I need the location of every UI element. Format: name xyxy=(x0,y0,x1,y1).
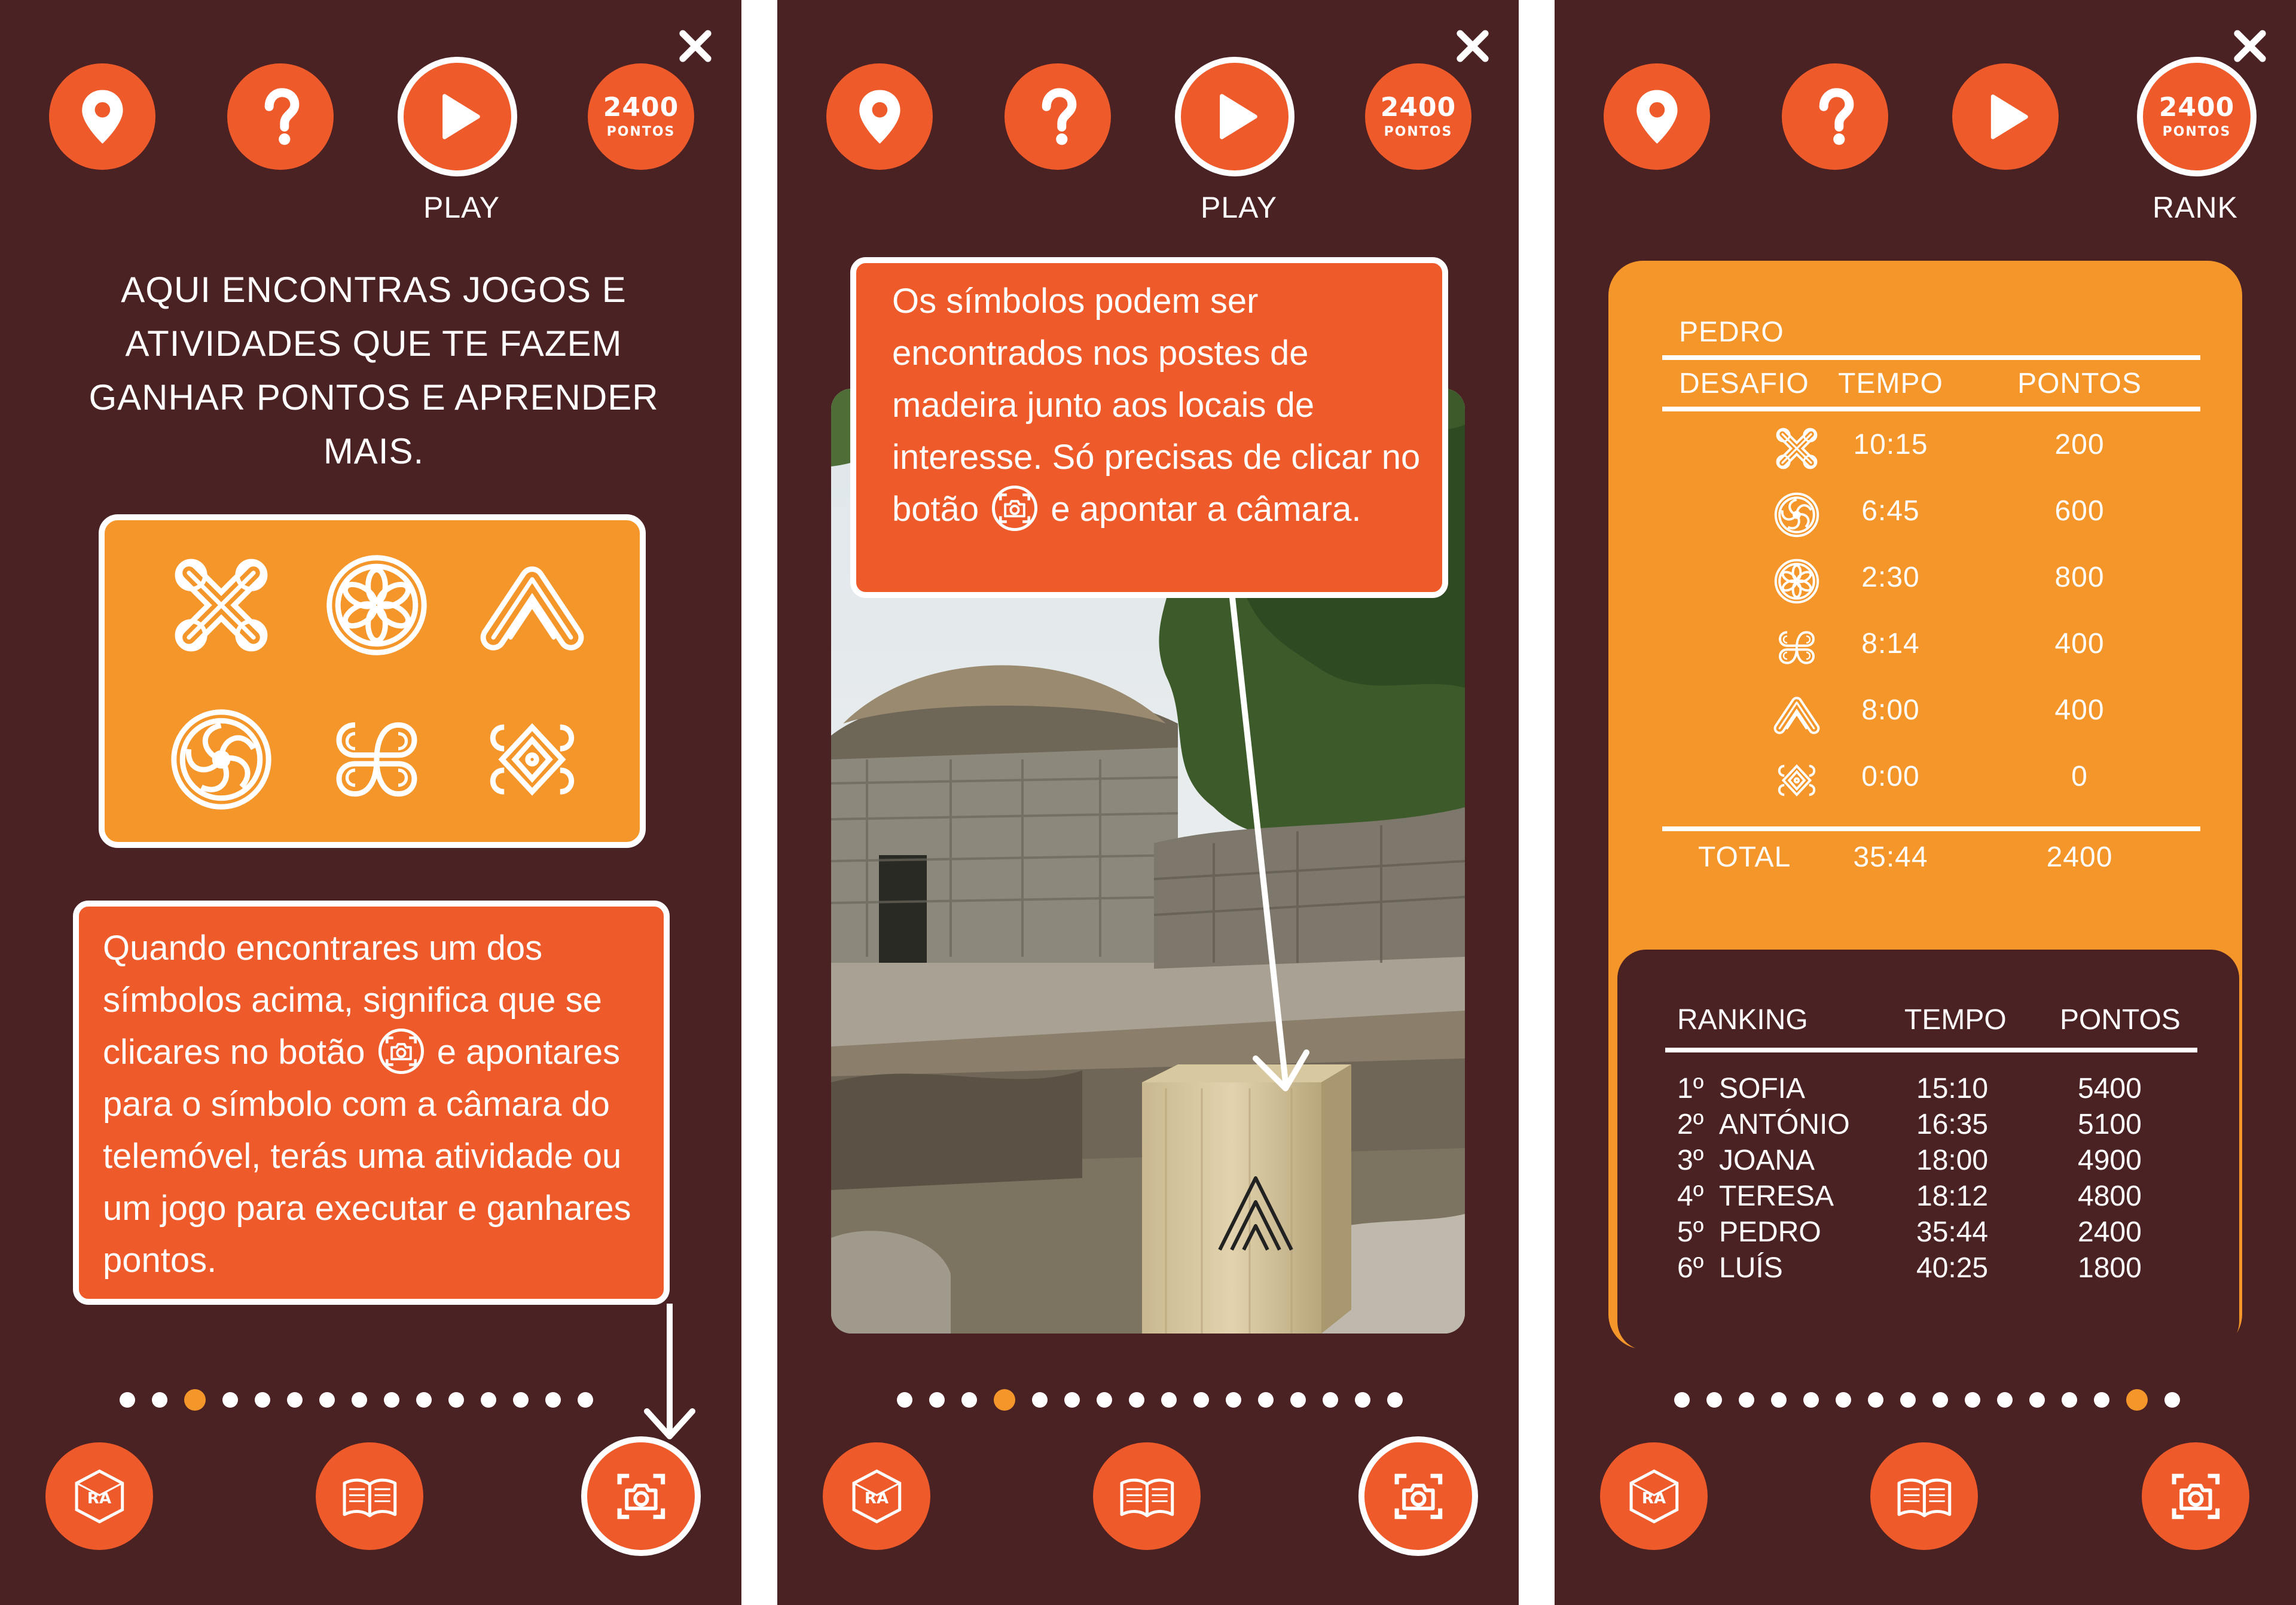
camera-icon xyxy=(611,1466,671,1527)
pager-dot[interactable] xyxy=(1193,1392,1209,1408)
camera-icon xyxy=(2166,1466,2226,1527)
pager-dot[interactable] xyxy=(120,1392,135,1408)
total-time: 35:44 xyxy=(1853,841,1928,873)
pager-dot[interactable] xyxy=(1064,1392,1080,1408)
rank-time: 18:00 xyxy=(1916,1145,1989,1176)
pager-dot[interactable] xyxy=(1868,1392,1883,1408)
divider xyxy=(1665,1048,2197,1052)
help-button[interactable] xyxy=(227,63,334,170)
help-button[interactable] xyxy=(1004,63,1111,170)
ar-button[interactable] xyxy=(45,1442,153,1550)
pager-dot[interactable] xyxy=(1965,1392,1980,1408)
help-button[interactable] xyxy=(1782,63,1888,170)
pager-dot[interactable] xyxy=(1129,1392,1144,1408)
pager-dot[interactable] xyxy=(1900,1392,1916,1408)
guide-button[interactable] xyxy=(1870,1442,1978,1550)
row-time: 10:15 xyxy=(1853,429,1928,460)
close-icon[interactable] xyxy=(2229,25,2271,67)
pager-dots xyxy=(120,1389,593,1411)
pager-dot[interactable] xyxy=(513,1392,529,1408)
rank-time: 15:10 xyxy=(1916,1073,1989,1104)
pager-dot[interactable] xyxy=(222,1392,238,1408)
rank-time: 18:12 xyxy=(1916,1180,1989,1212)
book-icon xyxy=(340,1466,400,1527)
col-time: TEMPO xyxy=(1838,368,1943,399)
question-icon xyxy=(249,85,313,149)
question-icon xyxy=(1803,85,1867,149)
pager-dot[interactable] xyxy=(961,1392,977,1408)
ar-label: RA xyxy=(1641,1489,1666,1508)
pager-dot[interactable] xyxy=(352,1392,367,1408)
instruction-callout xyxy=(73,901,670,1305)
points-button[interactable] xyxy=(1365,63,1471,170)
row-points: 400 xyxy=(2054,628,2105,660)
pager-dot[interactable] xyxy=(319,1392,335,1408)
pager-dot[interactable] xyxy=(545,1392,561,1408)
points-unit: PONTOS xyxy=(1384,124,1453,139)
pager-dot[interactable] xyxy=(578,1392,593,1408)
play-icon xyxy=(1202,84,1267,149)
camera-scan-button[interactable] xyxy=(1358,1436,1478,1556)
arrow-to-post xyxy=(1196,592,1327,1112)
map-pin-icon xyxy=(71,85,135,149)
pretzel-knot-icon xyxy=(323,706,430,813)
col-time: TEMPO xyxy=(1904,1004,2007,1036)
pager-dot[interactable] xyxy=(1803,1392,1819,1408)
col-points: PONTOS xyxy=(2017,368,2142,399)
pager-dot[interactable] xyxy=(1771,1392,1787,1408)
callout-text-end: e apontares para o símbolo com a câmara do telemóvel, terás uma atividade ou um jogo para executar e ganhares pontos. xyxy=(103,1033,631,1280)
map-button[interactable] xyxy=(826,63,933,170)
play-button[interactable] xyxy=(398,57,517,176)
rank-time: 16:35 xyxy=(1916,1109,1989,1140)
col-ranking: RANKING xyxy=(1677,1004,1808,1036)
pager-dot[interactable] xyxy=(1226,1392,1241,1408)
rank-time: 40:25 xyxy=(1916,1252,1989,1284)
rank-position: 2º xyxy=(1677,1109,1704,1140)
pager-dot[interactable] xyxy=(2164,1392,2180,1408)
pager-dot[interactable] xyxy=(2029,1392,2045,1408)
col-challenge: DESAFIO xyxy=(1679,368,1809,399)
points-value: 2400 xyxy=(1380,91,1457,123)
pager-dot[interactable] xyxy=(384,1392,399,1408)
pager-dot[interactable] xyxy=(1258,1392,1274,1408)
row-time: 8:14 xyxy=(1861,628,1920,660)
row-time: 8:00 xyxy=(1861,694,1920,726)
pager-dot[interactable] xyxy=(1097,1392,1112,1408)
symbols-panel xyxy=(99,514,646,848)
pager-dot[interactable] xyxy=(929,1392,945,1408)
rank-position: 6º xyxy=(1677,1252,1704,1284)
points-unit: PONTOS xyxy=(2162,124,2231,139)
divider xyxy=(1662,407,2200,411)
row-time: 0:00 xyxy=(1861,761,1920,792)
pager-dot[interactable] xyxy=(1290,1392,1306,1408)
active-nav-label: PLAY xyxy=(423,191,500,224)
points-value: 2400 xyxy=(603,91,679,123)
row-time: 2:30 xyxy=(1861,562,1920,593)
pager-dot[interactable] xyxy=(152,1392,167,1408)
pager-dot-active[interactable] xyxy=(184,1389,206,1411)
intro-text: AQUI ENCONTRAS JOGOS E ATIVIDADES QUE TE FAZEM GANHAR PONTOS E APRENDER MAIS. xyxy=(88,270,659,471)
pager-dots xyxy=(897,1389,1403,1411)
row-points: 200 xyxy=(2054,429,2105,460)
pager-dot[interactable] xyxy=(1355,1392,1370,1408)
spiral-rosette-icon xyxy=(167,706,275,813)
close-icon[interactable] xyxy=(1452,25,1494,67)
row-points: 800 xyxy=(2054,562,2105,593)
rank-points: 1800 xyxy=(2078,1252,2142,1284)
pager-dot[interactable] xyxy=(416,1392,432,1408)
active-nav-label: RANK xyxy=(2152,191,2238,224)
pager-dot[interactable] xyxy=(287,1392,303,1408)
camera-icon xyxy=(378,1029,424,1074)
rank-points: 5400 xyxy=(2078,1073,2142,1104)
rank-position: 1º xyxy=(1677,1073,1704,1104)
pager-dot[interactable] xyxy=(1997,1392,2013,1408)
flower-rosette-icon xyxy=(323,551,430,659)
pager-dot[interactable] xyxy=(1706,1392,1722,1408)
book-icon xyxy=(1117,1466,1177,1527)
total-label: TOTAL xyxy=(1698,841,1791,873)
callout-text-start: Quando encontrares um dos símbolos acima, significa que se clicares no botão xyxy=(103,929,602,1072)
points-unit: PONTOS xyxy=(606,124,676,139)
rank-name: TERESA xyxy=(1719,1180,1834,1212)
active-nav-label: PLAY xyxy=(1201,191,1278,224)
pager-dot[interactable] xyxy=(481,1392,496,1408)
rank-points: 4900 xyxy=(2078,1145,2142,1176)
col-points: PONTOS xyxy=(2060,1004,2181,1036)
rank-position: 3º xyxy=(1677,1145,1704,1176)
play-button[interactable] xyxy=(1952,63,2059,170)
pager-dots xyxy=(1674,1389,2180,1411)
points-button[interactable] xyxy=(588,63,694,170)
screen-play-locations xyxy=(777,0,1519,1605)
ar-cube-icon xyxy=(847,1466,907,1527)
rank-time: 35:44 xyxy=(1916,1216,1989,1248)
pager-dot-active[interactable] xyxy=(2126,1389,2148,1411)
pager-dot-active[interactable] xyxy=(994,1389,1015,1411)
ar-cube-icon xyxy=(1624,1466,1684,1527)
rank-name: PEDRO xyxy=(1719,1216,1821,1248)
row-time: 6:45 xyxy=(1861,495,1920,527)
ar-cube-icon xyxy=(69,1466,130,1527)
camera-icon xyxy=(1388,1466,1449,1527)
rank-name: LUÍS xyxy=(1719,1252,1783,1284)
pager-dot[interactable] xyxy=(1387,1392,1403,1408)
rank-points: 2400 xyxy=(2078,1216,2142,1248)
callout-text-start: Os símbolos podem ser encontrados nos postes de madeira junto aos locais de interesse. Só precisas de clicar no botão xyxy=(892,282,1421,529)
map-pin-icon xyxy=(1625,85,1689,149)
callout-text-end: e apontar a câmara. xyxy=(1051,490,1361,529)
rank-name: SOFIA xyxy=(1719,1073,1806,1104)
pager-dot[interactable] xyxy=(1932,1392,1948,1408)
row-points: 600 xyxy=(2054,495,2105,527)
pager-dot[interactable] xyxy=(1674,1392,1690,1408)
ar-label: RA xyxy=(864,1489,889,1508)
pager-dot[interactable] xyxy=(2062,1392,2077,1408)
rank-points: 4800 xyxy=(2078,1180,2142,1212)
points-button[interactable] xyxy=(2137,57,2257,176)
rank-name: JOANA xyxy=(1719,1145,1815,1176)
rank-name: ANTÓNIO xyxy=(1719,1109,1850,1140)
ranking-card xyxy=(1617,950,2239,1350)
guide-button[interactable] xyxy=(316,1442,423,1550)
screen-rank xyxy=(1555,0,2296,1605)
screen-play-intro xyxy=(0,0,741,1605)
pager-dot[interactable] xyxy=(1323,1392,1338,1408)
ar-label: RA xyxy=(87,1489,111,1508)
pager-dot[interactable] xyxy=(1161,1392,1177,1408)
row-points: 400 xyxy=(2054,694,2105,726)
camera-scan-button[interactable] xyxy=(581,1436,701,1556)
pager-dot[interactable] xyxy=(1739,1392,1754,1408)
pager-dot[interactable] xyxy=(448,1392,464,1408)
play-icon xyxy=(425,84,490,149)
pager-dot[interactable] xyxy=(2094,1392,2109,1408)
ar-button[interactable] xyxy=(1600,1442,1708,1550)
pager-dot[interactable] xyxy=(1032,1392,1048,1408)
book-icon xyxy=(1894,1466,1955,1527)
x-knot-icon xyxy=(167,551,275,659)
rank-points: 5100 xyxy=(2078,1109,2142,1140)
question-icon xyxy=(1026,85,1090,149)
camera-icon xyxy=(992,486,1037,531)
arrow-to-camera xyxy=(634,1304,706,1447)
guide-button[interactable] xyxy=(1093,1442,1201,1550)
map-button[interactable] xyxy=(1604,63,1710,170)
pager-dot[interactable] xyxy=(897,1392,912,1408)
total-points: 2400 xyxy=(2046,841,2113,873)
map-button[interactable] xyxy=(49,63,155,170)
play-icon xyxy=(1974,85,2038,149)
chevron-knot-icon xyxy=(478,551,586,659)
rank-position: 4º xyxy=(1677,1180,1704,1212)
rank-position: 5º xyxy=(1677,1216,1704,1248)
divider xyxy=(1662,355,2200,360)
points-value: 2400 xyxy=(2158,91,2235,123)
pager-dot[interactable] xyxy=(255,1392,270,1408)
player-name: PEDRO xyxy=(1679,316,1784,348)
play-button[interactable] xyxy=(1175,57,1294,176)
row-points: 0 xyxy=(2071,761,2088,792)
camera-scan-button[interactable] xyxy=(2142,1442,2249,1550)
instruction-callout xyxy=(850,257,1448,598)
pager-dot[interactable] xyxy=(1836,1392,1851,1408)
map-pin-icon xyxy=(848,85,912,149)
diamond-knot-icon xyxy=(478,706,586,813)
divider xyxy=(1662,826,2200,831)
ar-button[interactable] xyxy=(823,1442,930,1550)
close-icon[interactable] xyxy=(674,25,716,67)
